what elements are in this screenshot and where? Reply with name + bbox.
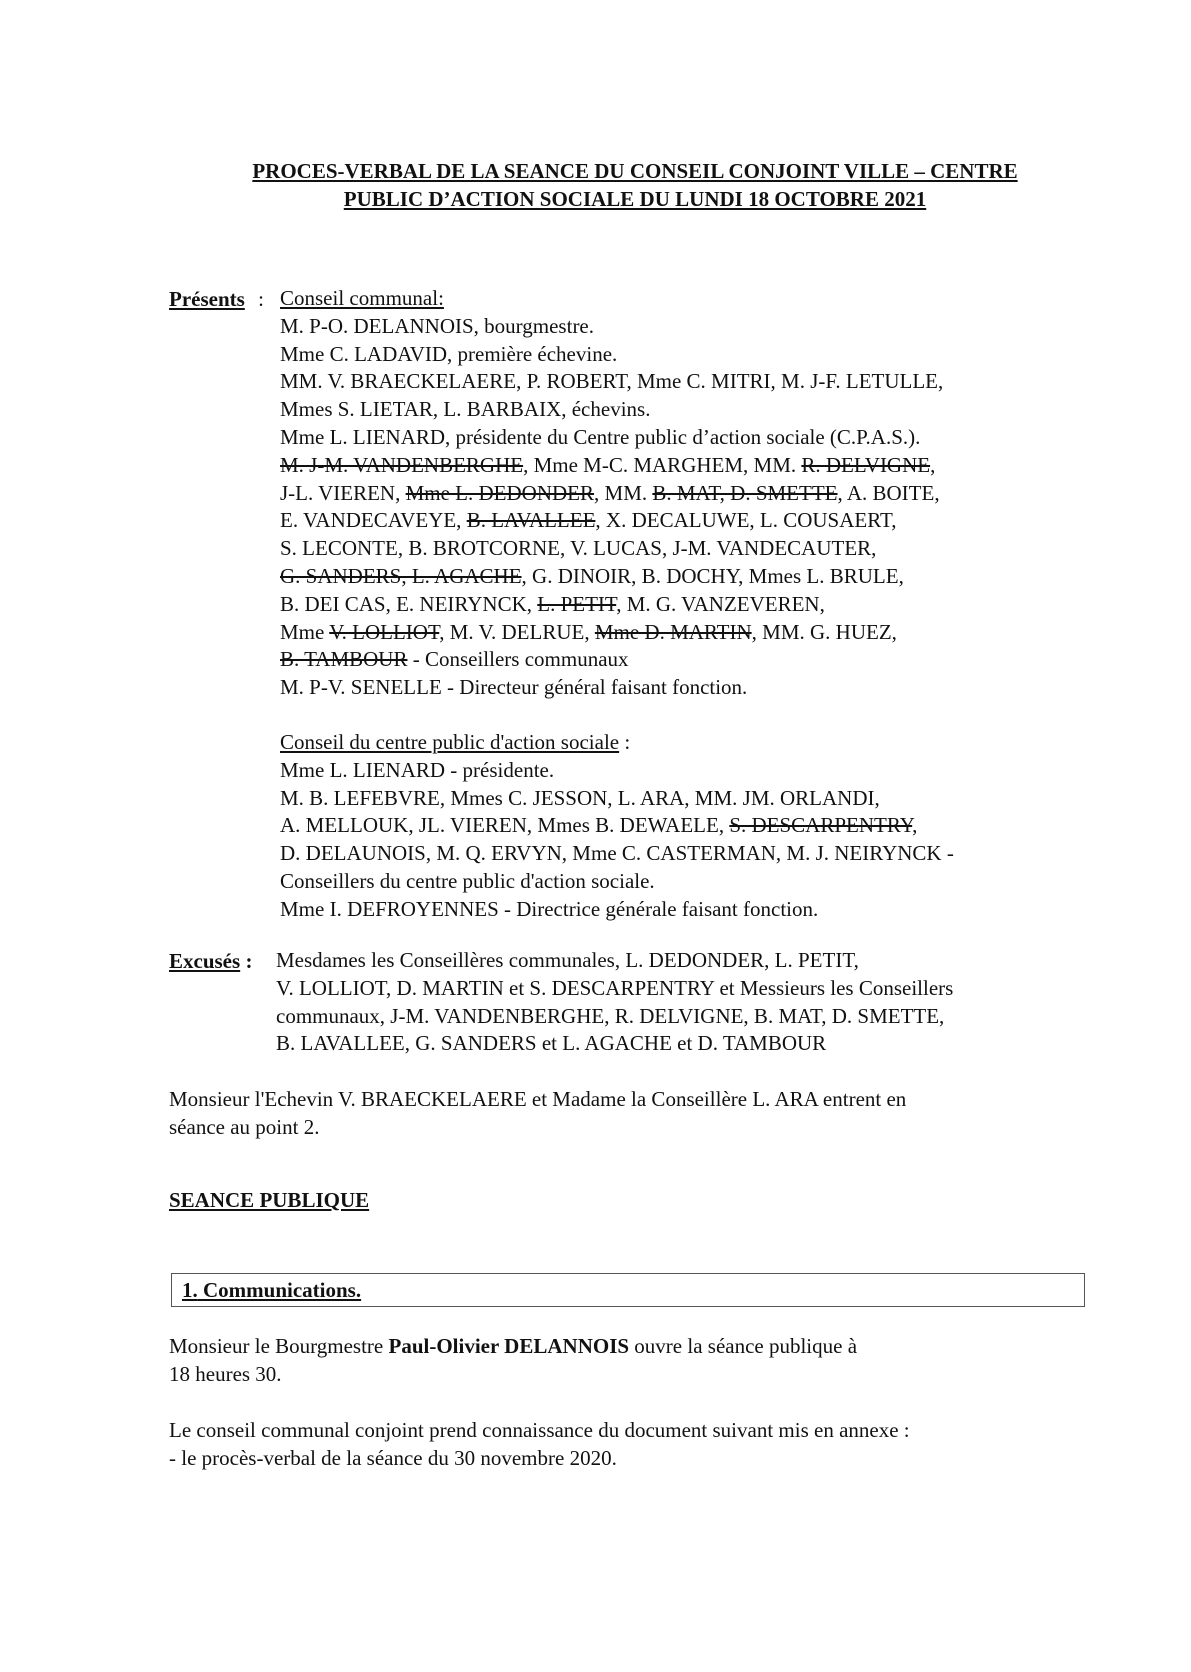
annex-line-1: Le conseil communal conjoint prend connaissance du document suivant mis en annexe : bbox=[169, 1418, 910, 1442]
entry-note-line-1: Monsieur l'Echevin V. BRAECKELAERE et Madame la Conseillère L. ARA entrent en bbox=[169, 1087, 907, 1111]
struck-name: S. DESCARPENTRY bbox=[729, 813, 913, 838]
mayor-name: Paul-Olivier DELANNOIS bbox=[388, 1334, 630, 1358]
excused-line: V. LOLLIOT, D. MARTIN et S. DESCARPENTRY et Messieurs les Conseillers bbox=[276, 975, 954, 1000]
attendee-line: M. B. LEFEBVRE, Mmes C. JESSON, L. ARA, MM. JM. ORLANDI, bbox=[280, 785, 880, 810]
attendee-text: - Conseillers communaux bbox=[407, 647, 629, 672]
point-1-heading bbox=[182, 1276, 361, 1304]
opening-suffix: ouvre la séance publique à bbox=[629, 1334, 858, 1358]
attendee-text: , MM. bbox=[594, 480, 653, 505]
attendee-line: Mme I. DEFROYENNES - Directrice générale faisant fonction. bbox=[280, 896, 819, 921]
attendee-text: , MM. G. HUEZ, bbox=[751, 619, 897, 644]
struck-name: G. SANDERS, L. AGACHE bbox=[280, 563, 522, 588]
presents-label-block bbox=[169, 285, 264, 313]
annex-line-2: - le procès-verbal de la séance du 30 novembre 2020. bbox=[169, 1446, 617, 1470]
attendee-line: M. P-V. SENELLE - Directeur général faisant fonction. bbox=[280, 675, 748, 700]
cpas-heading-suffix: : bbox=[619, 730, 631, 754]
opening-line-2: 18 heures 30. bbox=[169, 1362, 282, 1386]
opening-line-1 bbox=[169, 1332, 857, 1360]
excuses-label: Excusés bbox=[169, 949, 241, 973]
struck-name: B. TAMBOUR bbox=[280, 647, 408, 672]
excused-line: Mesdames les Conseillères communales, L. DEDONDER, L. PETIT, bbox=[276, 948, 859, 972]
attendee-line bbox=[280, 507, 943, 535]
attendee-text: , bbox=[912, 813, 918, 838]
attendee-text: , G. DINOIR, B. DOCHY, Mmes L. BRULE, bbox=[521, 563, 904, 588]
excuses-list bbox=[276, 947, 953, 1058]
struck-name: V. LOLLIOT bbox=[329, 619, 440, 644]
conseil-communal-heading: Conseil communal: bbox=[280, 286, 444, 310]
attendee-text: , A. BOITE, bbox=[837, 480, 940, 505]
presents-label: Présents bbox=[169, 287, 245, 311]
excuses-colon: : bbox=[240, 949, 253, 973]
attendee-text: A. MELLOUK, JL. VIEREN, Mmes B. DEWAELE, bbox=[280, 813, 730, 838]
struck-name: B. MAT, D. SMETTE bbox=[652, 480, 838, 505]
attendee-line: Mmes S. LIETAR, L. BARBAIX, échevins. bbox=[280, 397, 651, 422]
title-line-2: PUBLIC D’ACTION SOCIALE DU LUNDI 18 OCTOBRE 2021 bbox=[343, 187, 927, 211]
attendee-line: MM. V. BRAECKELAERE, P. ROBERT, Mme C. MITRI, M. J-F. LETULLE, bbox=[280, 369, 944, 394]
attendee-text: Mme bbox=[280, 619, 330, 644]
excused-line: B. LAVALLEE, G. SANDERS et L. AGACHE et D. TAMBOUR bbox=[276, 1031, 827, 1056]
attendee-text: E. VANDECAVEYE, bbox=[280, 508, 467, 533]
attendee-line: Conseillers du centre public d'action sociale. bbox=[280, 868, 655, 893]
attendee-line: Mme C. LADAVID, première échevine. bbox=[280, 341, 618, 366]
struck-name: R. DELVIGNE bbox=[801, 452, 931, 477]
attendee-line bbox=[280, 480, 943, 508]
attendee-text: , M. G. VANZEVEREN, bbox=[616, 591, 825, 616]
cpas-heading: Conseil du centre public d'action sociale bbox=[280, 730, 620, 754]
attendee-text: J-L. VIEREN, bbox=[280, 480, 406, 505]
point-1-title: Communications. bbox=[197, 1278, 362, 1302]
attendee-line bbox=[280, 812, 954, 840]
struck-name: M. J-M. VANDENBERGHE bbox=[280, 452, 524, 477]
attendee-line bbox=[280, 452, 943, 480]
attendee-line: S. LECONTE, B. BROTCORNE, V. LUCAS, J-M. VANDECAUTER, bbox=[280, 536, 877, 561]
attendee-line: Mme L. LIENARD - présidente. bbox=[280, 757, 555, 782]
attendee-line: M. P-O. DELANNOIS, bourgmestre. bbox=[280, 313, 595, 338]
point-1-box bbox=[171, 1273, 1085, 1307]
point-1-number: 1. bbox=[182, 1278, 198, 1302]
annex-paragraph bbox=[169, 1416, 910, 1472]
attendee-line: D. DELAUNOIS, M. Q. ERVYN, Mme C. CASTERMAN, M. J. NEIRYNCK - bbox=[280, 841, 954, 866]
opening-prefix: Monsieur le Bourgmestre bbox=[169, 1334, 389, 1358]
struck-name: Mme D. MARTIN bbox=[594, 619, 752, 644]
title-line-1: PROCES-VERBAL DE LA SEANCE DU CONSEIL CONJOINT VILLE – CENTRE bbox=[252, 159, 1018, 183]
document-title bbox=[150, 157, 1120, 213]
section-title-seance-publique: SEANCE PUBLIQUE bbox=[169, 1188, 370, 1212]
attendee-line bbox=[280, 646, 943, 674]
entry-note-line-2: séance au point 2. bbox=[169, 1115, 320, 1139]
attendee-text: , bbox=[930, 452, 936, 477]
excused-line: communaux, J-M. VANDENBERGHE, R. DELVIGNE, B. MAT, D. SMETTE, bbox=[276, 1003, 945, 1028]
attendee-text: , M. V. DELRUE, bbox=[439, 619, 595, 644]
cpas-list bbox=[280, 729, 954, 924]
attendee-line bbox=[280, 591, 943, 619]
struck-name: B. LAVALLEE bbox=[466, 508, 596, 533]
attendee-text: , Mme M-C. MARGHEM, MM. bbox=[523, 452, 802, 477]
struck-name: L. PETIT bbox=[537, 591, 617, 616]
attendee-line bbox=[280, 619, 943, 647]
entry-note bbox=[169, 1085, 906, 1141]
excuses-label-block bbox=[169, 947, 252, 975]
attendee-line: Mme L. LIENARD, présidente du Centre public d’action sociale (C.P.A.S.). bbox=[280, 424, 921, 449]
presents-colon: : bbox=[258, 287, 264, 311]
attendee-text: B. DEI CAS, E. NEIRYNCK, bbox=[280, 591, 538, 616]
opening-paragraph bbox=[169, 1332, 857, 1388]
struck-name: Mme L. DEDONDER bbox=[405, 480, 595, 505]
attendee-text: , X. DECALUWE, L. COUSAERT, bbox=[595, 508, 897, 533]
attendee-line bbox=[280, 563, 943, 591]
conseil-communal-list bbox=[280, 285, 943, 702]
